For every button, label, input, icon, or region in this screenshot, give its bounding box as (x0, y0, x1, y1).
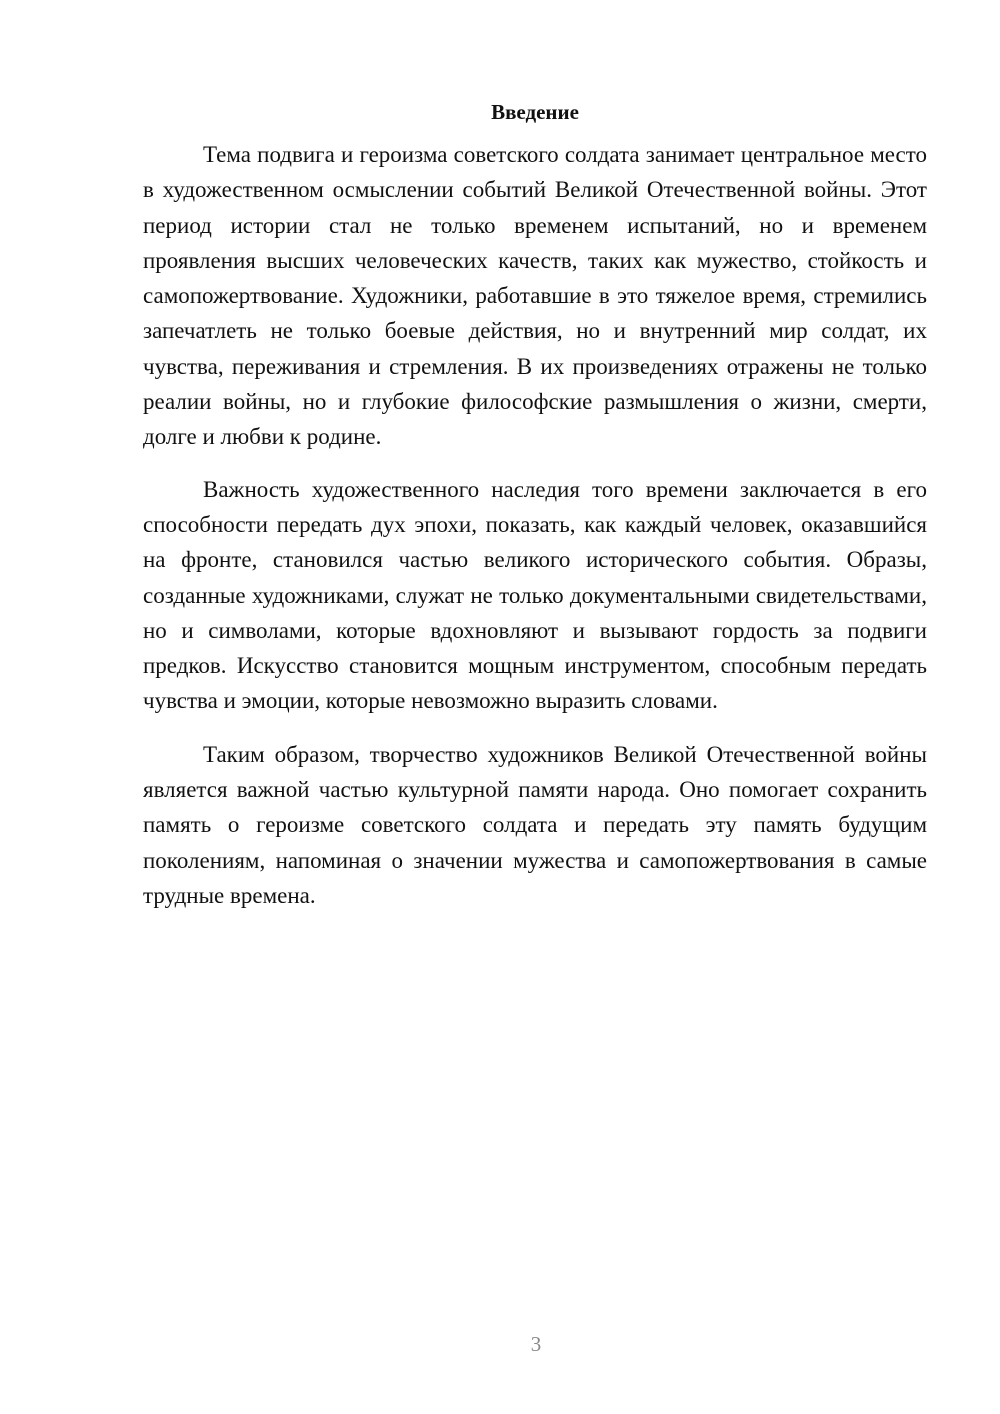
paragraph-2: Важность художественного наследия того времени заключается в его способности передать дух эпохи, показать, как каждый человек, оказавшийся на фронте, становился частью великого исторического события. Образы, созданные художниками, служат не только документальными свидетельствами, но и символами, которые вдохновляют и вызывают гордость за подвиги предков. Искусство становится мощным инструментом, способным передать чувства и эмоции, которые невозможно выразить словами. (143, 476, 927, 714)
page-number: 3 (530, 1332, 542, 1356)
paragraph-3: Таким образом, творчество художников Великой Отечественной войны является важной частью культурной памяти народа. Оно помогает сохранить память о героизме советского солдата и передать эту память будущим поколениям, напоминая о значении мужества и самопожертвования в самые трудные времена. (143, 741, 927, 908)
paragraph-1: Тема подвига и героизма советского солдата занимает центральное место в художественном осмыслении событий Великой Отечественной войны. Этот период истории стал не только временем испытаний, но и временем проявления высших человеческих качеств, таких как мужество, стойкость и самопожертвование. Художники, работавшие в это тяжелое время, стремились запечатлеть не только боевые действия, но и внутренний мир солдат, их чувства, переживания и стремления. В их произведениях отражены не только реалии войны, но и глубокие философские размышления о жизни, смерти, долге и любви к родине. (143, 142, 927, 450)
page-content (143, 94, 927, 913)
section-heading: Введение (491, 100, 579, 124)
